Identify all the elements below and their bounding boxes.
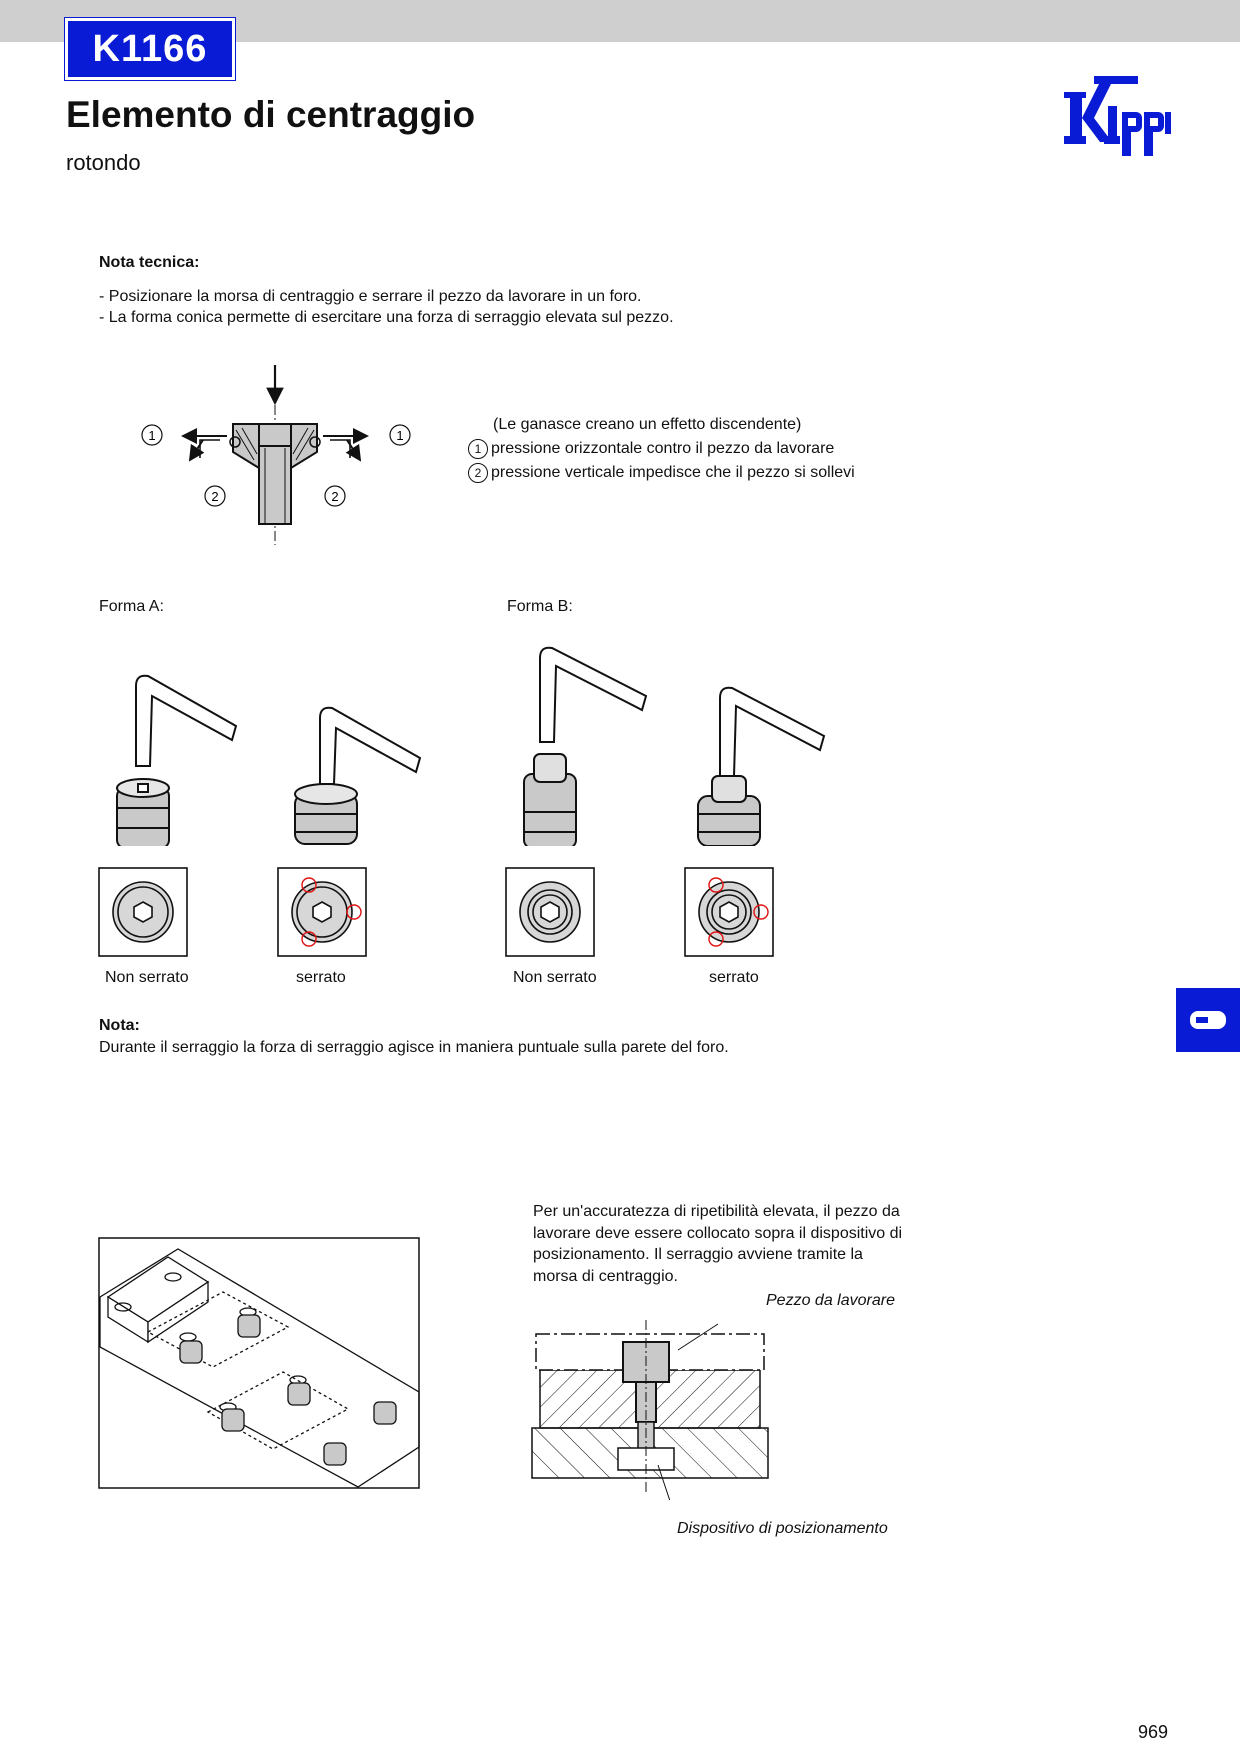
legend-item-1 bbox=[468, 437, 834, 461]
positioning-line-1: Per un'accuratezza di ripetibilità elevata, il pezzo da bbox=[533, 1203, 900, 1220]
forms-illustration bbox=[100, 636, 840, 846]
section-tab[interactable] bbox=[1176, 988, 1240, 1052]
kipp-logo bbox=[1064, 74, 1180, 160]
label-positioning-device: Dispositivo di posizionamento bbox=[677, 1520, 888, 1537]
legend-text-2: pressione verticale impedisce che il pezzo si sollevi bbox=[491, 464, 855, 481]
top-views bbox=[98, 867, 788, 961]
legend-text-1: pressione orizzontale contro il pezzo da lavorare bbox=[491, 440, 835, 457]
marker-1-right: 1 bbox=[396, 428, 404, 443]
marker-1-left: 1 bbox=[148, 428, 156, 443]
caption-form-b-unclamped: Non serrato bbox=[513, 969, 597, 986]
positioning-line-3: posizionamento. Il serraggio avviene tramite la bbox=[533, 1246, 863, 1263]
marker-2-right: 2 bbox=[331, 489, 339, 504]
caption-form-a-unclamped: Non serrato bbox=[105, 969, 189, 986]
caption-form-b-clamped: serrato bbox=[709, 969, 759, 986]
product-code-badge: K1166 bbox=[65, 18, 235, 80]
fixture-illustration bbox=[98, 1237, 420, 1489]
technical-note-line-1: - Posizionare la morsa di centraggio e serrare il pezzo da lavorare in un foro. bbox=[99, 288, 642, 305]
page-number: 969 bbox=[1138, 1722, 1169, 1742]
force-diagram bbox=[130, 360, 420, 550]
clamp-element-icon bbox=[1176, 988, 1240, 1052]
page-title: Elemento di centraggio bbox=[66, 94, 476, 135]
marker-2-left: 2 bbox=[211, 489, 219, 504]
caption-form-a-clamped: serrato bbox=[296, 969, 346, 986]
page-subtitle: rotondo bbox=[66, 150, 141, 175]
technical-note-heading: Nota tecnica: bbox=[99, 254, 200, 271]
form-b-label: Forma B: bbox=[507, 598, 573, 615]
form-a-label: Forma A: bbox=[99, 598, 164, 615]
technical-note-line-2: - La forma conica permette di esercitare una forza di serraggio elevata sul pezzo. bbox=[99, 309, 674, 326]
label-workpiece: Pezzo da lavorare bbox=[766, 1292, 895, 1309]
legend-item-2 bbox=[468, 461, 855, 485]
note-heading: Nota: bbox=[99, 1017, 140, 1034]
positioning-line-4: morsa di centraggio. bbox=[533, 1268, 678, 1285]
positioning-line-2: lavorare deve essere collocato sopra il dispositivo di bbox=[533, 1225, 903, 1242]
legend-number-1: 1 bbox=[468, 439, 488, 459]
legend-number-2: 2 bbox=[468, 463, 488, 483]
section-drawing bbox=[528, 1320, 778, 1500]
legend-intro: (Le ganasce creano un effetto discendente) bbox=[493, 416, 802, 433]
note-text: Durante il serraggio la forza di serraggio agisce in maniera puntuale sulla parete del foro. bbox=[99, 1039, 729, 1056]
